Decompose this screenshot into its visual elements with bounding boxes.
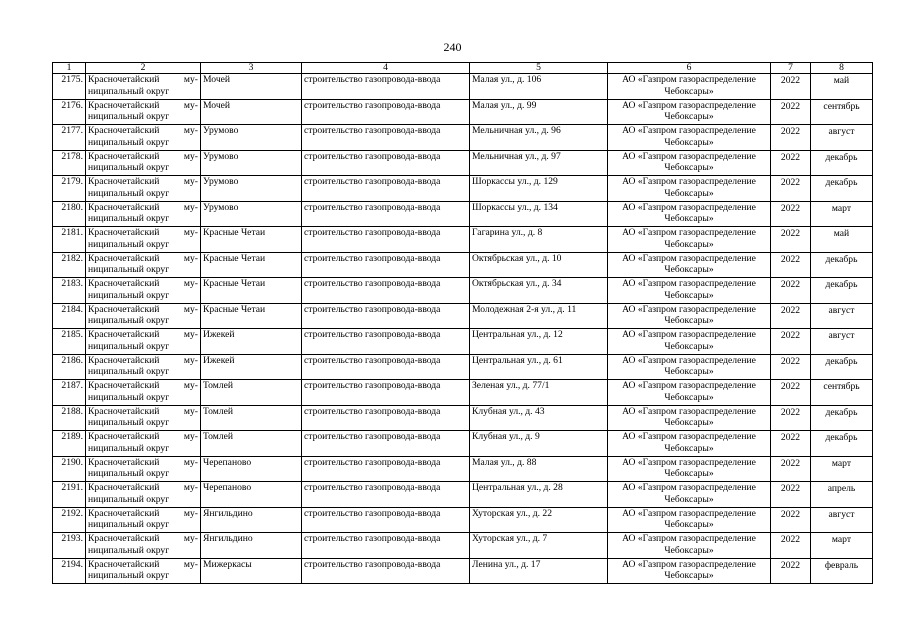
column-header: 5 <box>470 63 608 74</box>
settlement-cell: Томлей <box>201 380 302 406</box>
column-header: 6 <box>608 63 771 74</box>
organization-cell <box>608 125 771 151</box>
work-type-cell: строительство газопровода-ввода <box>302 252 470 278</box>
municipality-name: Красночетайский <box>88 558 160 570</box>
year-cell: 2022 <box>771 74 811 100</box>
organization-line1: АО «Газпром газораспределение <box>622 558 756 570</box>
organization-line1: АО «Газпром газораспределение <box>622 431 756 442</box>
month-cell: декабрь <box>811 405 873 431</box>
year-cell: 2022 <box>771 354 811 380</box>
organization-cell <box>608 533 771 559</box>
organization-line2: Чебоксары» <box>664 544 714 556</box>
address-cell: Хуторская ул., д. 7 <box>470 533 608 559</box>
organization-line2: Чебоксары» <box>664 213 714 225</box>
municipality-hyphen: му- <box>183 150 198 162</box>
address-cell: Ленина ул., д. 17 <box>470 558 608 584</box>
organization-line2: Чебоксары» <box>664 289 714 301</box>
year-cell: 2022 <box>771 558 811 584</box>
organization-line1: АО «Газпром газораспределение <box>622 456 756 468</box>
municipality-suffix: ниципальный округ <box>88 213 170 225</box>
municipality-hyphen: му- <box>183 456 198 468</box>
municipality-suffix: ниципальный округ <box>88 111 170 123</box>
municipality-cell <box>86 99 201 125</box>
municipality-hyphen: му- <box>183 201 198 213</box>
municipality-cell <box>86 431 201 457</box>
row-number: 2194. <box>53 558 86 584</box>
month-cell: май <box>811 227 873 253</box>
settlement-cell: Мочей <box>201 74 302 100</box>
year-cell: 2022 <box>771 150 811 176</box>
municipality-name: Красночетайский <box>88 329 160 340</box>
municipality-suffix: ниципальный округ <box>88 315 170 327</box>
municipality-suffix: ниципальный округ <box>88 162 170 174</box>
table-row <box>53 278 873 304</box>
municipality-cell <box>86 533 201 559</box>
year-cell: 2022 <box>771 456 811 482</box>
year-cell: 2022 <box>771 278 811 304</box>
municipality-hyphen: му- <box>183 99 198 111</box>
table-row <box>53 405 873 431</box>
organization-line2: Чебоксары» <box>664 136 714 148</box>
municipality-hyphen: му- <box>183 507 198 519</box>
municipality-name: Красночетайский <box>88 533 160 544</box>
settlement-cell: Урумово <box>201 150 302 176</box>
organization-cell <box>608 303 771 329</box>
municipality-name: Красночетайский <box>88 252 160 264</box>
municipality-cell <box>86 482 201 508</box>
work-type-cell: строительство газопровода-ввода <box>302 558 470 584</box>
row-number: 2191. <box>53 482 86 508</box>
organization-line2: Чебоксары» <box>664 264 714 276</box>
month-cell: декабрь <box>811 252 873 278</box>
organization-line1: АО «Газпром газораспределение <box>622 507 756 519</box>
work-type-cell: строительство газопровода-ввода <box>302 482 470 508</box>
municipality-hyphen: му- <box>183 74 198 85</box>
municipality-name: Красночетайский <box>88 354 160 366</box>
month-cell: август <box>811 329 873 355</box>
row-number: 2190. <box>53 456 86 482</box>
address-cell: Октябрьская ул., д. 34 <box>470 278 608 304</box>
address-cell: Шоркассы ул., д. 129 <box>470 176 608 202</box>
row-number: 2179. <box>53 176 86 202</box>
municipality-name: Красночетайский <box>88 456 160 468</box>
municipality-suffix: ниципальный округ <box>88 289 170 301</box>
organization-cell <box>608 150 771 176</box>
municipality-cell <box>86 150 201 176</box>
municipality-name: Красночетайский <box>88 201 160 213</box>
year-cell: 2022 <box>771 329 811 355</box>
organization-cell <box>608 558 771 584</box>
address-cell: Шоркассы ул., д. 134 <box>470 201 608 227</box>
settlement-cell: Урумово <box>201 201 302 227</box>
municipality-name: Красночетайский <box>88 74 160 85</box>
row-number: 2186. <box>53 354 86 380</box>
municipality-suffix: ниципальный округ <box>88 366 170 378</box>
organization-line2: Чебоксары» <box>664 111 714 123</box>
organization-line1: АО «Газпром газораспределение <box>622 150 756 162</box>
municipality-name: Красночетайский <box>88 150 160 162</box>
organization-line1: АО «Газпром газораспределение <box>622 482 756 493</box>
municipality-suffix: ниципальный округ <box>88 544 170 556</box>
year-cell: 2022 <box>771 201 811 227</box>
address-cell: Клубная ул., д. 9 <box>470 431 608 457</box>
address-cell: Малая ул., д. 88 <box>470 456 608 482</box>
row-number: 2182. <box>53 252 86 278</box>
year-cell: 2022 <box>771 380 811 406</box>
table-row <box>53 125 873 151</box>
municipality-cell <box>86 456 201 482</box>
address-cell: Мельничная ул., д. 96 <box>470 125 608 151</box>
municipality-name: Красночетайский <box>88 507 160 519</box>
month-cell: март <box>811 201 873 227</box>
address-cell: Малая ул., д. 99 <box>470 99 608 125</box>
work-type-cell: строительство газопровода-ввода <box>302 125 470 151</box>
organization-line1: АО «Газпром газораспределение <box>622 125 756 136</box>
organization-cell <box>608 227 771 253</box>
organization-cell <box>608 456 771 482</box>
work-type-cell: строительство газопровода-ввода <box>302 456 470 482</box>
month-cell: декабрь <box>811 278 873 304</box>
settlement-cell: Красные Четаи <box>201 252 302 278</box>
organization-line1: АО «Газпром газораспределение <box>622 252 756 264</box>
organization-line2: Чебоксары» <box>664 570 714 582</box>
municipality-hyphen: му- <box>183 431 198 442</box>
organization-line1: АО «Газпром газораспределение <box>622 176 756 187</box>
column-header: 1 <box>53 63 86 74</box>
municipality-cell <box>86 303 201 329</box>
work-type-cell: строительство газопровода-ввода <box>302 329 470 355</box>
month-cell: сентябрь <box>811 99 873 125</box>
organization-cell <box>608 354 771 380</box>
municipality-name: Красночетайский <box>88 303 160 315</box>
work-type-cell: строительство газопровода-ввода <box>302 201 470 227</box>
work-type-cell: строительство газопровода-ввода <box>302 150 470 176</box>
year-cell: 2022 <box>771 533 811 559</box>
month-cell: апрель <box>811 482 873 508</box>
organization-line1: АО «Газпром газораспределение <box>622 405 756 417</box>
organization-line1: АО «Газпром газораспределение <box>622 533 756 544</box>
organization-line2: Чебоксары» <box>664 519 714 531</box>
municipality-hyphen: му- <box>183 354 198 366</box>
settlement-cell: Красные Четаи <box>201 278 302 304</box>
organization-cell <box>608 74 771 100</box>
municipality-name: Красночетайский <box>88 380 160 391</box>
municipality-hyphen: му- <box>183 380 198 391</box>
month-cell: сентябрь <box>811 380 873 406</box>
address-cell: Клубная ул., д. 43 <box>470 405 608 431</box>
organization-cell <box>608 431 771 457</box>
municipality-suffix: ниципальный округ <box>88 136 170 148</box>
row-number: 2180. <box>53 201 86 227</box>
year-cell: 2022 <box>771 252 811 278</box>
organization-line1: АО «Газпром газораспределение <box>622 99 756 111</box>
table-row <box>53 354 873 380</box>
municipality-name: Красночетайский <box>88 405 160 417</box>
table-row <box>53 431 873 457</box>
organization-line2: Чебоксары» <box>664 187 714 199</box>
table-body <box>53 74 873 584</box>
year-cell: 2022 <box>771 431 811 457</box>
settlement-cell: Урумово <box>201 125 302 151</box>
settlement-cell: Красные Четаи <box>201 227 302 253</box>
settlement-cell: Урумово <box>201 176 302 202</box>
row-number: 2184. <box>53 303 86 329</box>
organization-line1: АО «Газпром газораспределение <box>622 303 756 315</box>
municipality-name: Красночетайский <box>88 482 160 493</box>
month-cell: август <box>811 507 873 533</box>
organization-line2: Чебоксары» <box>664 162 714 174</box>
month-cell: май <box>811 74 873 100</box>
organization-line2: Чебоксары» <box>664 85 714 97</box>
municipality-suffix: ниципальный округ <box>88 468 170 480</box>
settlement-cell: Ижекей <box>201 354 302 380</box>
organization-line1: АО «Газпром газораспределение <box>622 201 756 213</box>
row-number: 2178. <box>53 150 86 176</box>
municipality-name: Красночетайский <box>88 227 160 238</box>
work-type-cell: строительство газопровода-ввода <box>302 303 470 329</box>
municipality-hyphen: му- <box>183 125 198 136</box>
address-cell: Октябрьская ул., д. 10 <box>470 252 608 278</box>
year-cell: 2022 <box>771 507 811 533</box>
table-row <box>53 176 873 202</box>
work-type-cell: строительство газопровода-ввода <box>302 227 470 253</box>
organization-cell <box>608 99 771 125</box>
settlement-cell: Черепаново <box>201 456 302 482</box>
municipality-name: Красночетайский <box>88 431 160 442</box>
month-cell: декабрь <box>811 150 873 176</box>
organization-line2: Чебоксары» <box>664 315 714 327</box>
municipality-suffix: ниципальный округ <box>88 187 170 199</box>
work-type-cell: строительство газопровода-ввода <box>302 99 470 125</box>
settlement-cell: Мижеркасы <box>201 558 302 584</box>
year-cell: 2022 <box>771 99 811 125</box>
settlement-cell: Мочей <box>201 99 302 125</box>
municipality-suffix: ниципальный округ <box>88 264 170 276</box>
work-type-cell: строительство газопровода-ввода <box>302 176 470 202</box>
municipality-suffix: ниципальный округ <box>88 417 170 429</box>
page-number: 240 <box>443 40 462 54</box>
municipality-cell <box>86 74 201 100</box>
row-number: 2181. <box>53 227 86 253</box>
row-number: 2187. <box>53 380 86 406</box>
table-row <box>53 329 873 355</box>
organization-line2: Чебоксары» <box>664 340 714 352</box>
settlement-cell: Янгильдино <box>201 533 302 559</box>
municipality-suffix: ниципальный округ <box>88 442 170 454</box>
organization-line1: АО «Газпром газораспределение <box>622 74 756 85</box>
municipality-hyphen: му- <box>183 405 198 417</box>
organization-line1: АО «Газпром газораспределение <box>622 354 756 366</box>
month-cell: март <box>811 456 873 482</box>
work-type-cell: строительство газопровода-ввода <box>302 74 470 100</box>
municipality-suffix: ниципальный округ <box>88 391 170 403</box>
address-cell: Малая ул., д. 106 <box>470 74 608 100</box>
year-cell: 2022 <box>771 227 811 253</box>
table-row <box>53 558 873 584</box>
year-cell: 2022 <box>771 405 811 431</box>
organization-cell <box>608 482 771 508</box>
municipality-cell <box>86 201 201 227</box>
municipality-suffix: ниципальный округ <box>88 493 170 505</box>
organization-cell <box>608 329 771 355</box>
organization-cell <box>608 380 771 406</box>
municipality-cell <box>86 252 201 278</box>
municipality-cell <box>86 405 201 431</box>
settlement-cell: Красные Четаи <box>201 303 302 329</box>
row-number: 2175. <box>53 74 86 100</box>
work-type-cell: строительство газопровода-ввода <box>302 533 470 559</box>
municipality-suffix: ниципальный округ <box>88 519 170 531</box>
column-number-row <box>53 63 873 74</box>
municipality-cell <box>86 329 201 355</box>
address-cell: Гагарина ул., д. 8 <box>470 227 608 253</box>
organization-cell <box>608 252 771 278</box>
municipality-name: Красночетайский <box>88 278 160 289</box>
organization-line2: Чебоксары» <box>664 366 714 378</box>
organization-line2: Чебоксары» <box>664 493 714 505</box>
address-cell: Зеленая ул., д. 77/1 <box>470 380 608 406</box>
row-number: 2177. <box>53 125 86 151</box>
municipality-cell <box>86 227 201 253</box>
municipality-hyphen: му- <box>183 252 198 264</box>
organization-line1: АО «Газпром газораспределение <box>622 227 756 238</box>
municipality-name: Красночетайский <box>88 125 160 136</box>
settlement-cell: Томлей <box>201 431 302 457</box>
organization-cell <box>608 278 771 304</box>
organization-cell <box>608 507 771 533</box>
municipality-cell <box>86 125 201 151</box>
row-number: 2189. <box>53 431 86 457</box>
row-number: 2188. <box>53 405 86 431</box>
month-cell: декабрь <box>811 354 873 380</box>
organization-line2: Чебоксары» <box>664 238 714 250</box>
settlement-cell: Томлей <box>201 405 302 431</box>
settlement-cell: Ижекей <box>201 329 302 355</box>
table-row <box>53 201 873 227</box>
municipality-name: Красночетайский <box>88 99 160 111</box>
organization-line2: Чебоксары» <box>664 442 714 454</box>
month-cell: март <box>811 533 873 559</box>
municipality-cell <box>86 278 201 304</box>
column-header: 4 <box>302 63 470 74</box>
year-cell: 2022 <box>771 176 811 202</box>
municipality-hyphen: му- <box>183 329 198 340</box>
municipality-hyphen: му- <box>183 558 198 570</box>
municipality-hyphen: му- <box>183 176 198 187</box>
row-number: 2193. <box>53 533 86 559</box>
work-type-cell: строительство газопровода-ввода <box>302 278 470 304</box>
settlement-cell: Черепаново <box>201 482 302 508</box>
address-cell: Центральная ул., д. 12 <box>470 329 608 355</box>
month-cell: август <box>811 303 873 329</box>
table-row <box>53 74 873 100</box>
table-row <box>53 303 873 329</box>
organization-line1: АО «Газпром газораспределение <box>622 329 756 340</box>
municipality-hyphen: му- <box>183 303 198 315</box>
table-row <box>53 380 873 406</box>
month-cell: декабрь <box>811 176 873 202</box>
municipality-hyphen: му- <box>183 227 198 238</box>
organization-line1: АО «Газпром газораспределение <box>622 278 756 289</box>
work-type-cell: строительство газопровода-ввода <box>302 405 470 431</box>
address-cell: Молодежная 2-я ул., д. 11 <box>470 303 608 329</box>
row-number: 2176. <box>53 99 86 125</box>
municipality-suffix: ниципальный округ <box>88 238 170 250</box>
municipality-hyphen: му- <box>183 482 198 493</box>
table-row <box>53 252 873 278</box>
month-cell: декабрь <box>811 431 873 457</box>
gasification-table <box>52 62 873 584</box>
work-type-cell: строительство газопровода-ввода <box>302 380 470 406</box>
municipality-cell <box>86 380 201 406</box>
municipality-cell <box>86 558 201 584</box>
table-row <box>53 227 873 253</box>
municipality-name: Красночетайский <box>88 176 160 187</box>
row-number: 2192. <box>53 507 86 533</box>
row-number: 2183. <box>53 278 86 304</box>
municipality-cell <box>86 507 201 533</box>
column-header: 7 <box>771 63 811 74</box>
municipality-suffix: ниципальный округ <box>88 570 170 582</box>
address-cell: Центральная ул., д. 61 <box>470 354 608 380</box>
table-row <box>53 99 873 125</box>
column-header: 2 <box>86 63 201 74</box>
municipality-suffix: ниципальный округ <box>88 340 170 352</box>
table-row <box>53 482 873 508</box>
organization-cell <box>608 176 771 202</box>
year-cell: 2022 <box>771 303 811 329</box>
address-cell: Хуторская ул., д. 22 <box>470 507 608 533</box>
column-header: 3 <box>201 63 302 74</box>
year-cell: 2022 <box>771 125 811 151</box>
address-cell: Центральная ул., д. 28 <box>470 482 608 508</box>
table-row <box>53 150 873 176</box>
organization-cell <box>608 405 771 431</box>
municipality-suffix: ниципальный округ <box>88 85 170 97</box>
column-header: 8 <box>811 63 873 74</box>
table-row <box>53 507 873 533</box>
organization-line2: Чебоксары» <box>664 468 714 480</box>
organization-line2: Чебоксары» <box>664 391 714 403</box>
table-row <box>53 533 873 559</box>
month-cell: февраль <box>811 558 873 584</box>
work-type-cell: строительство газопровода-ввода <box>302 431 470 457</box>
organization-line1: АО «Газпром газораспределение <box>622 380 756 391</box>
settlement-cell: Янгильдино <box>201 507 302 533</box>
table-row <box>53 456 873 482</box>
year-cell: 2022 <box>771 482 811 508</box>
municipality-cell <box>86 354 201 380</box>
municipality-hyphen: му- <box>183 533 198 544</box>
organization-cell <box>608 201 771 227</box>
organization-line2: Чебоксары» <box>664 417 714 429</box>
municipality-cell <box>86 176 201 202</box>
work-type-cell: строительство газопровода-ввода <box>302 354 470 380</box>
work-type-cell: строительство газопровода-ввода <box>302 507 470 533</box>
address-cell: Мельничная ул., д. 97 <box>470 150 608 176</box>
row-number: 2185. <box>53 329 86 355</box>
municipality-hyphen: му- <box>183 278 198 289</box>
month-cell: август <box>811 125 873 151</box>
